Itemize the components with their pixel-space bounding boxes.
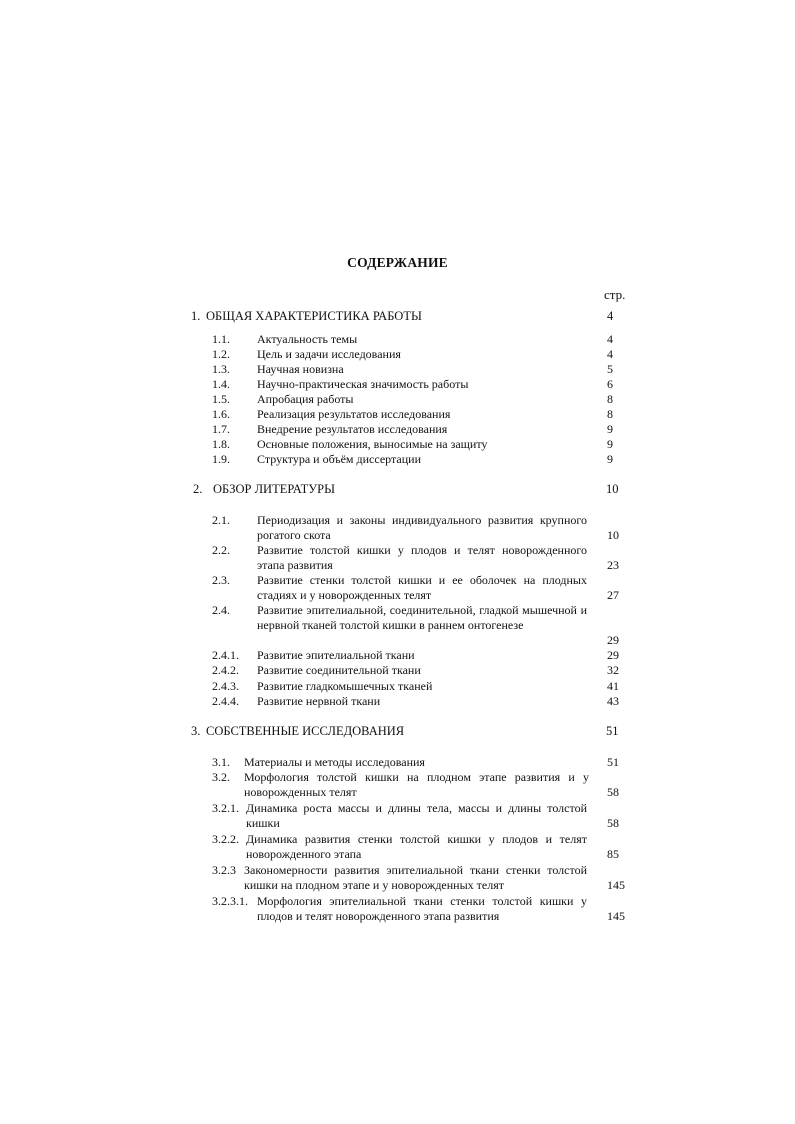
toc-entry-title: Научная новизна: [257, 362, 344, 376]
toc-entry-title: СОБСТВЕННЫЕ ИССЛЕДОВАНИЯ: [206, 724, 405, 738]
toc-entry-number: 1.8.: [212, 437, 230, 451]
toc-entry-title: Основные положения, выносимые на защиту: [257, 437, 488, 451]
toc-entry-page: 85: [607, 847, 619, 861]
toc-entry-number: 3.1.: [212, 755, 230, 769]
toc-entry-number: 2.: [193, 482, 203, 496]
toc-entry-number: 1.3.: [212, 362, 230, 376]
toc-entry-page: 51: [607, 755, 619, 769]
toc-entry-title: Развитие толстой кишки у плодов и телят новорожденного этапа развития: [257, 543, 587, 572]
toc-entry-number: 1.2.: [212, 347, 230, 361]
toc-entry-page: 27: [607, 588, 619, 602]
toc-entry-title: Развитие эпителиальной ткани: [257, 648, 415, 662]
toc-entry-page: 23: [607, 558, 619, 572]
toc-entry-number: 3.2.: [212, 770, 230, 784]
toc-entry-page: 32: [607, 663, 619, 677]
toc-entry-number: 1.6.: [212, 407, 230, 421]
toc-entry-page: 145: [607, 909, 625, 923]
toc-entry-title: Структура и объём диссертации: [257, 452, 421, 466]
toc-entry-page: 58: [607, 816, 619, 830]
toc-entry-title: ОБЗОР ЛИТЕРАТУРЫ: [213, 482, 335, 496]
toc-entry-number: 2.3.: [212, 573, 230, 587]
toc-entry[interactable]: [212, 770, 622, 802]
toc-entry-title: Закономерности развития эпителиальной ткани стенки толстой кишки на плодном этапе и у новорожденных телят: [244, 863, 587, 892]
toc-entry-number: 1.4.: [212, 377, 230, 391]
toc-entry[interactable]: [212, 603, 622, 650]
toc-entry-page: 9: [607, 452, 613, 466]
toc-entry-title: Реализация результатов исследования: [257, 407, 451, 421]
toc-entry-page: 6: [607, 377, 613, 391]
toc-entry-title: Внедрение результатов исследования: [257, 422, 448, 436]
toc-entry-title: Развитие эпителиальной, соединительной, гладкой мышечной и нервной тканей толстой кишки в раннем онтогенезе: [257, 603, 587, 632]
toc-entry-title: Динамика развития стенки толстой кишки у плодов и телят новорожденного этапа: [246, 832, 587, 861]
toc-entry-page: 10: [607, 528, 619, 542]
toc-entry-number: 2.4.4.: [212, 694, 239, 708]
toc-entry-number: 1.: [191, 309, 201, 323]
page-column-label: стр.: [604, 287, 626, 302]
toc-entry-number: 2.4.3.: [212, 679, 239, 693]
toc-entry-title: Научно-практическая значимость работы: [257, 377, 469, 391]
toc-entry-number: 3.2.2.: [212, 832, 239, 846]
toc-entry[interactable]: [212, 863, 632, 895]
toc-entry-number: 1.9.: [212, 452, 230, 466]
toc-entry-title: ОБЩАЯ ХАРАКТЕРИСТИКА РАБОТЫ: [206, 309, 422, 323]
toc-entry[interactable]: [212, 543, 622, 575]
toc-entry[interactable]: [212, 832, 622, 864]
toc-entry-title: Морфология эпителиальной ткани стенки толстой кишки у плодов и телят новорожденного этапа развития: [257, 894, 587, 923]
toc-entry[interactable]: [212, 801, 622, 833]
toc-entry-title: Развитие гладкомышечных тканей: [257, 679, 433, 693]
toc-entry-number: 3.: [191, 724, 201, 738]
toc-entry-title: Апробация работы: [257, 392, 354, 406]
toc-entry[interactable]: [212, 894, 632, 926]
toc-entry-page: 5: [607, 362, 613, 376]
toc-entry-number: 3.2.3.1.: [212, 894, 248, 908]
toc-entry-page: 41: [607, 679, 619, 693]
toc-entry-page: 8: [607, 392, 613, 406]
toc-entry-page: 8: [607, 407, 613, 421]
toc-entry-title: Материалы и методы исследования: [244, 755, 425, 769]
toc-entry-title: Развитие соединительной ткани: [257, 663, 421, 677]
toc-entry-number: 2.4.1.: [212, 648, 239, 662]
toc-entry-page: 4: [607, 347, 613, 361]
toc-entry-number: 2.1.: [212, 513, 230, 527]
toc-entry-title: Развитие нервной ткани: [257, 694, 381, 708]
toc-entry[interactable]: [212, 573, 622, 605]
toc-entry-number: 3.2.3: [212, 863, 236, 877]
toc-entry-page: 10: [606, 482, 619, 496]
toc-entry-page: 43: [607, 694, 619, 708]
toc-entry-page: 29: [607, 648, 619, 662]
toc-entry-number: 2.4.2.: [212, 663, 239, 677]
toc-entry-number: 3.2.1.: [212, 801, 239, 815]
toc-entry-number: 2.4.: [212, 603, 230, 617]
toc-entry-page: 58: [607, 785, 619, 799]
toc-entry-page: 4: [607, 309, 614, 323]
toc-entry-page: 9: [607, 437, 613, 451]
toc-entry-page: 51: [606, 724, 619, 738]
toc-entry[interactable]: [212, 513, 622, 545]
toc-entry-title: Цель и задачи исследования: [257, 347, 401, 361]
toc-entry-number: 1.7.: [212, 422, 230, 436]
toc-entry-page: 4: [607, 332, 613, 346]
toc-entry-title: Периодизация и законы индивидуального развития крупного рогатого скота: [257, 513, 587, 542]
toc-entry-title: Динамика роста массы и длины тела, массы и длины толстой кишки: [246, 801, 587, 830]
toc-entry-page: 29: [607, 633, 619, 647]
toc-entry-number: 1.1.: [212, 332, 230, 346]
toc-entry-number: 1.5.: [212, 392, 230, 406]
toc-entry-number: 2.2.: [212, 543, 230, 557]
toc-entry-title: Актуальность темы: [257, 332, 358, 346]
toc-entry-title: Развитие стенки толстой кишки и ее оболочек на плодных стадиях и у новорожденных телят: [257, 573, 587, 602]
toc-entry-page: 145: [607, 878, 625, 892]
toc-entry-title: Морфология толстой кишки на плодном этапе развития и у новорожденных телят: [244, 770, 589, 799]
page-title: СОДЕРЖАНИЕ: [347, 255, 448, 270]
toc-entry-page: 9: [607, 422, 613, 436]
